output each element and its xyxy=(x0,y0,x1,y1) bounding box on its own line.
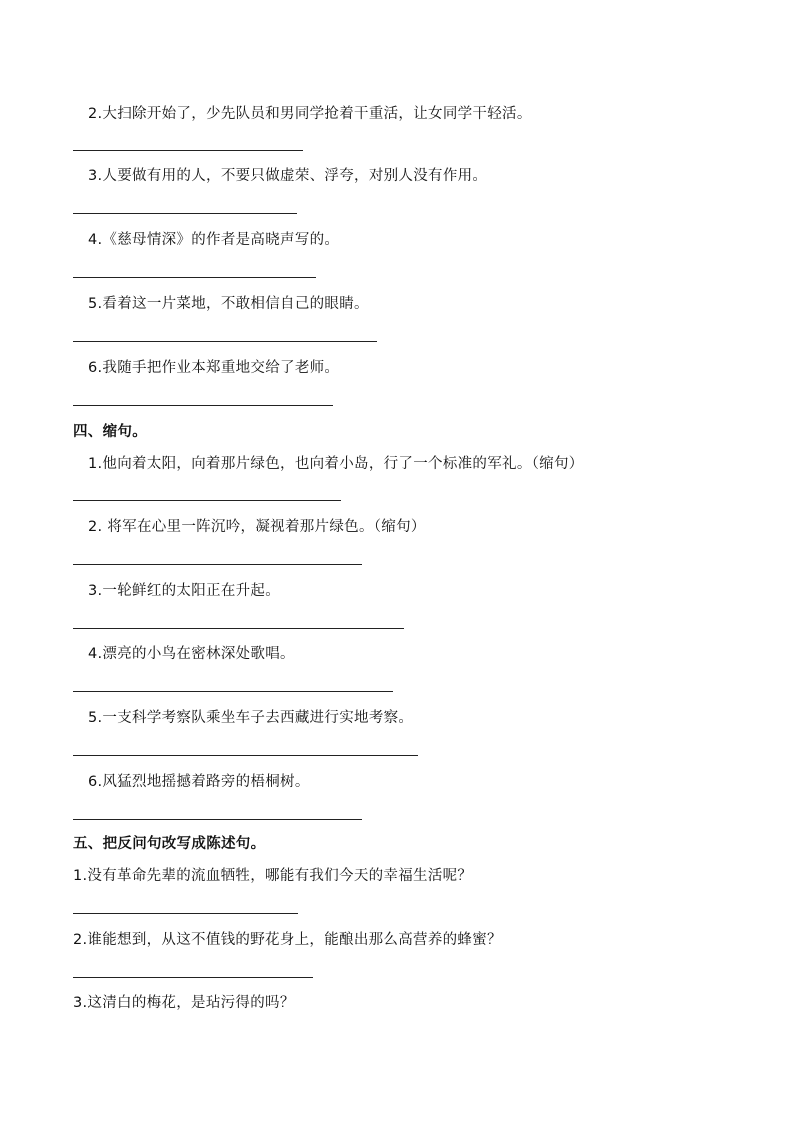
question-3-4: 4.《慈母情深》的作者是高晓声写的。 xyxy=(88,232,340,248)
question-4-4: 4.漂亮的小鸟在密林深处歌唱。 xyxy=(88,646,295,662)
answer-line[interactable] xyxy=(73,564,362,565)
question-5-1: 1.没有革命先辈的流血牺牲，哪能有我们今天的幸福生活呢？ xyxy=(73,868,473,884)
answer-line[interactable] xyxy=(73,755,418,756)
question-3-3: 3.人要做有用的人，不要只做虚荣、浮夸，对别人没有作用。 xyxy=(88,168,488,184)
answer-line[interactable] xyxy=(73,500,341,501)
question-4-3: 3.一轮鲜红的太阳正在升起。 xyxy=(88,583,281,599)
section-4-heading: 四、缩句。 xyxy=(73,424,147,440)
answer-line[interactable] xyxy=(73,977,313,978)
question-4-1: 1.他向着太阳，向着那片绿色，也向着小岛，行了一个标准的军礼。（缩句） xyxy=(88,456,584,472)
answer-line[interactable] xyxy=(73,277,316,278)
question-4-6: 6.风猛烈地摇撼着路旁的梧桐树。 xyxy=(88,774,310,790)
answer-line[interactable] xyxy=(73,150,303,151)
question-3-2: 2.大扫除开始了，少先队员和男同学抢着干重活，让女同学干轻活。 xyxy=(88,106,532,122)
question-4-5: 5.一支科学考察队乘坐车子去西藏进行实地考察。 xyxy=(88,710,414,726)
answer-line[interactable] xyxy=(73,913,298,914)
question-5-3: 3.这清白的梅花，是玷污得的吗？ xyxy=(73,995,295,1011)
answer-line[interactable] xyxy=(73,213,297,214)
answer-line[interactable] xyxy=(73,819,362,820)
question-5-2: 2.谁能想到，从这不值钱的野花身上，能酿出那么高营养的蜂蜜？ xyxy=(73,932,502,948)
question-3-5: 5.看着这一片菜地，不敢相信自己的眼睛。 xyxy=(88,296,369,312)
question-4-2: 2. 将军在心里一阵沉吟，凝视着那片绿色。（缩句） xyxy=(88,519,426,535)
answer-line[interactable] xyxy=(73,405,333,406)
section-5-heading: 五、把反问句改写成陈述句。 xyxy=(73,836,266,852)
answer-line[interactable] xyxy=(73,628,404,629)
question-3-6: 6.我随手把作业本郑重地交给了老师。 xyxy=(88,360,340,376)
answer-line[interactable] xyxy=(73,691,393,692)
answer-line[interactable] xyxy=(73,341,377,342)
